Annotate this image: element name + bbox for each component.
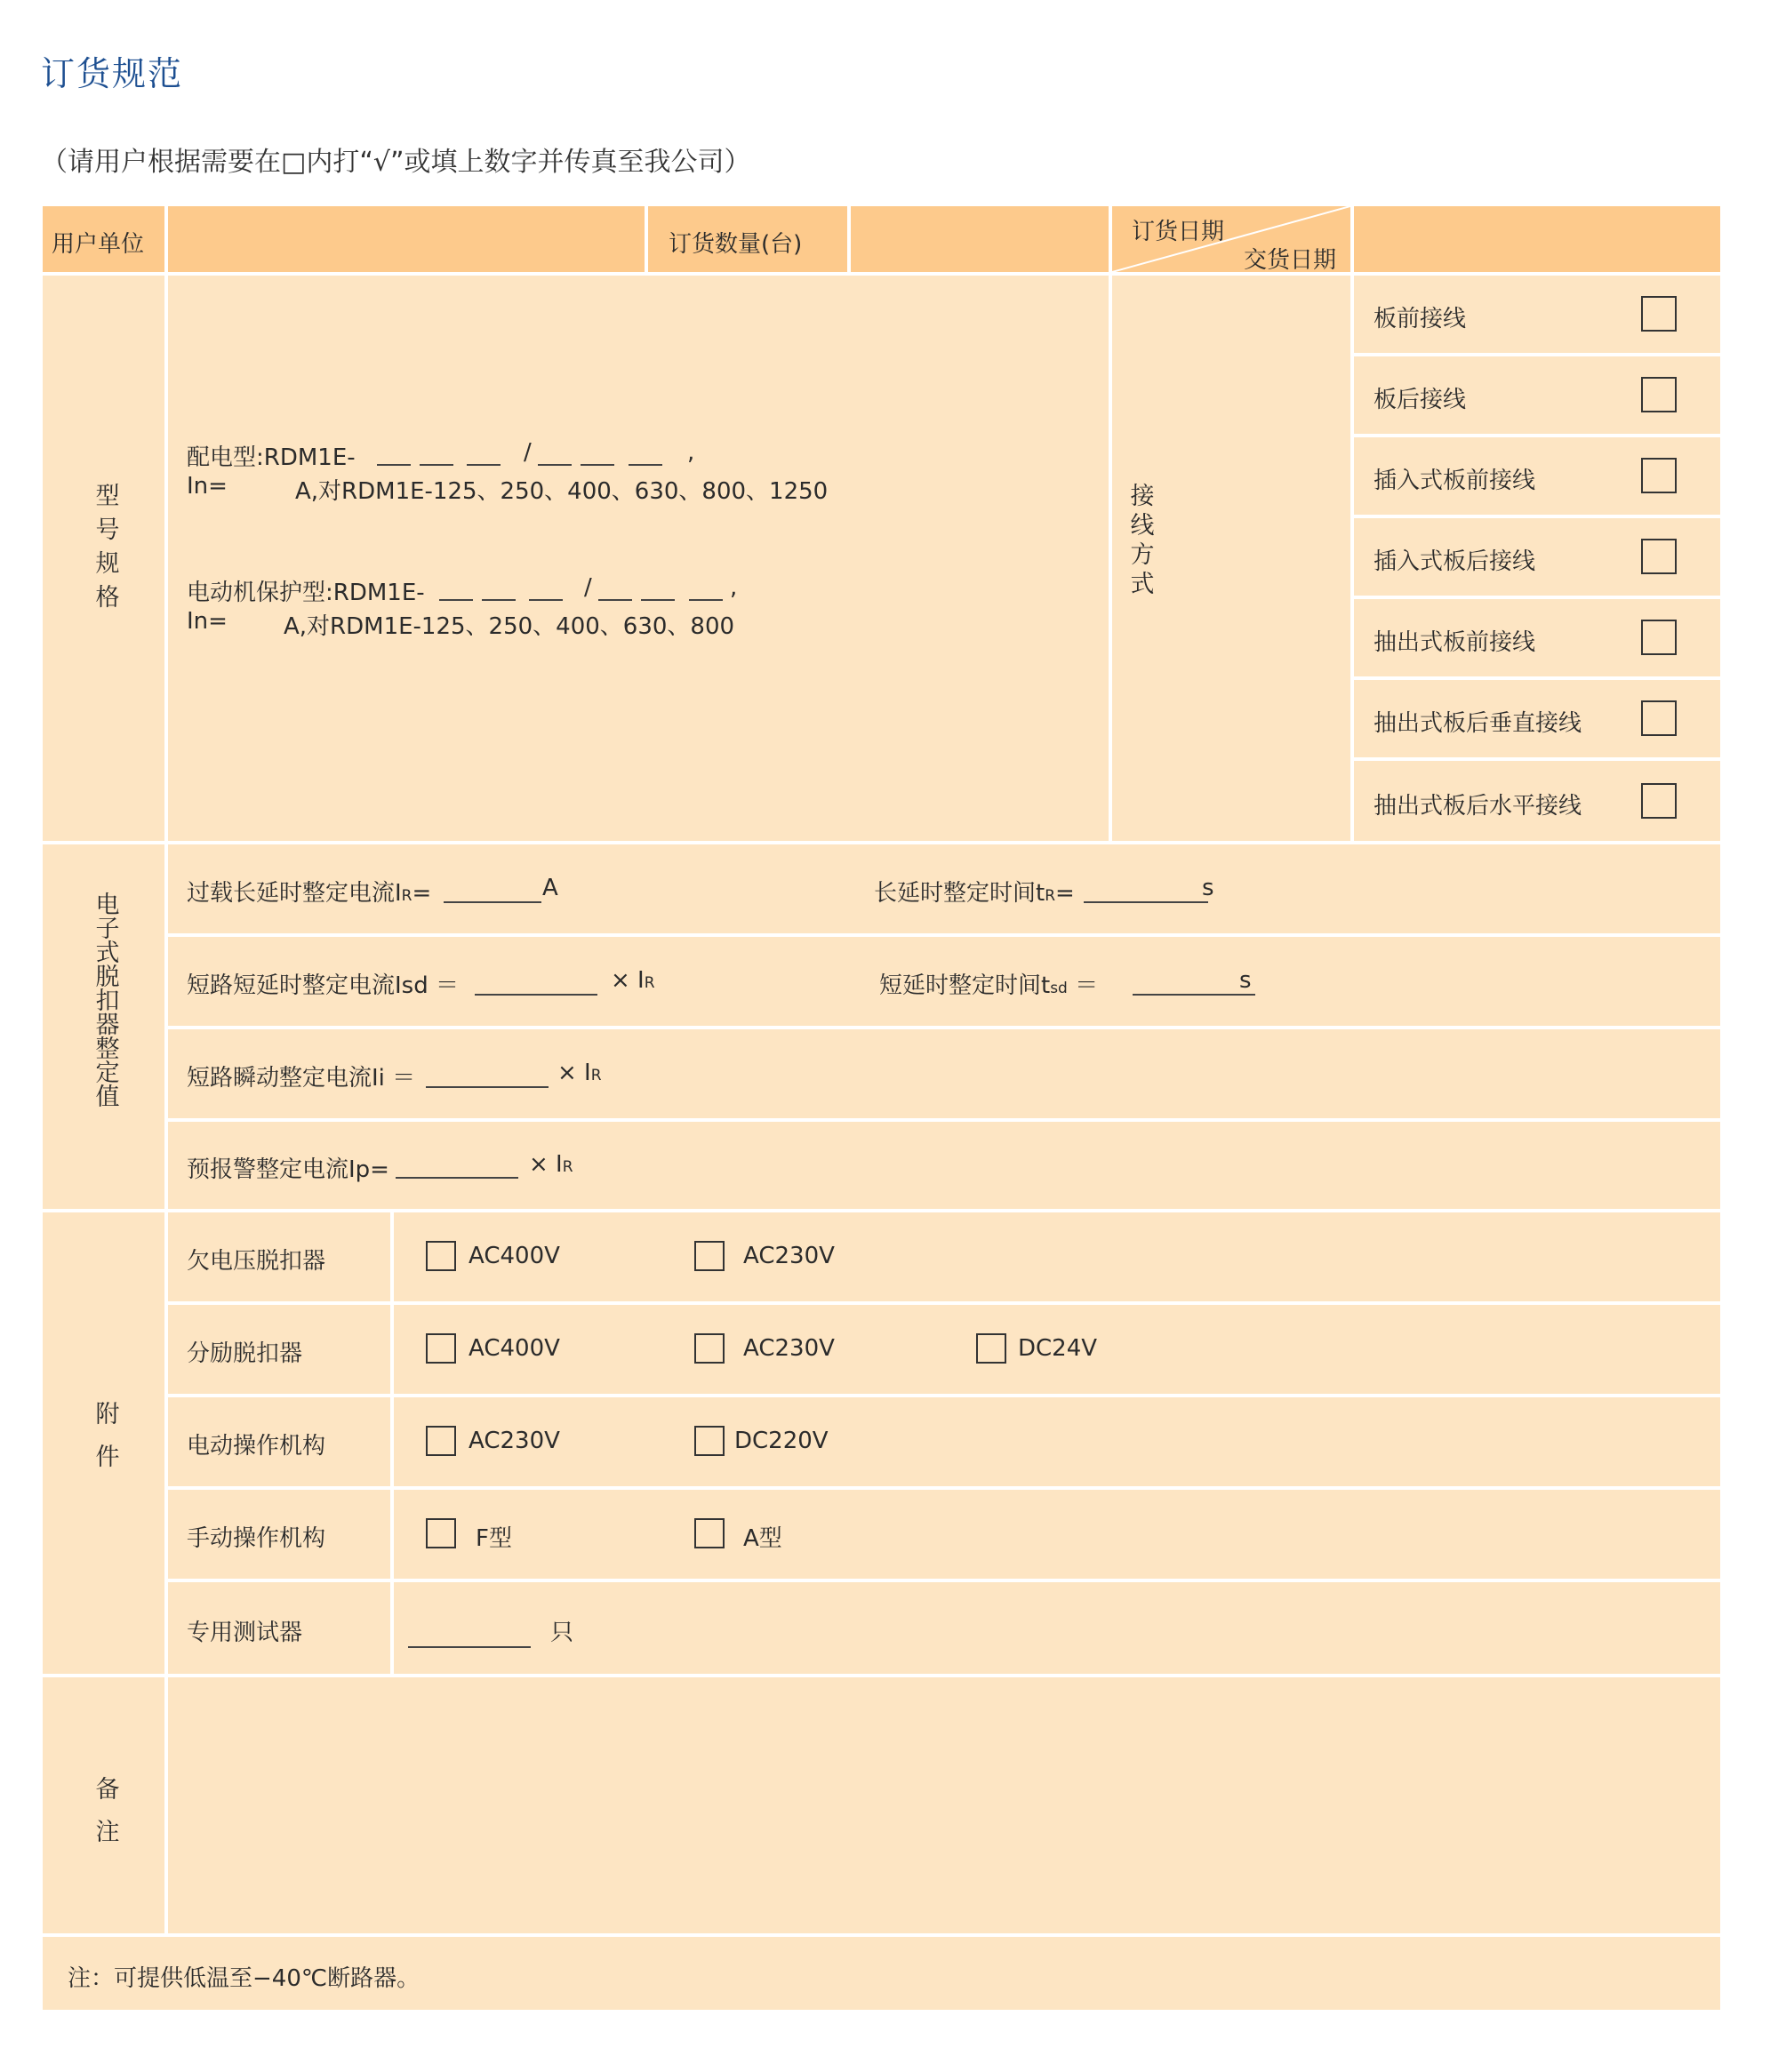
long-delay-current-unit: A bbox=[542, 875, 558, 901]
wiring-option[interactable] bbox=[1354, 518, 1720, 596]
tester-quantity-cell bbox=[394, 1582, 1720, 1674]
instant-current-label: 短路瞬动整定电流Ii ＝ bbox=[187, 1065, 416, 1092]
wiring-option[interactable] bbox=[1354, 437, 1720, 515]
trip-section-label: 电子式脱扣器整定值 bbox=[95, 892, 120, 1111]
short-delay-current-unit: × IR bbox=[611, 967, 655, 994]
dist-in-options: A,对RDM1E-125、250、400、630、800、1250 bbox=[295, 478, 829, 505]
instant-current-unit: × IR bbox=[557, 1060, 602, 1086]
short-delay-current-label: 短路短延时整定电流Isd ＝ bbox=[187, 972, 459, 999]
motor-model-prefix: 电动机保护型:RDM1E- bbox=[187, 580, 425, 606]
trip-row-instant bbox=[168, 1029, 1720, 1118]
long-delay-current-input[interactable] bbox=[444, 901, 541, 903]
trip-section-label-cell bbox=[43, 844, 164, 1209]
delivery-date-label: 交货日期 bbox=[1244, 247, 1337, 274]
wiring-option[interactable] bbox=[1354, 599, 1720, 676]
option-label: AC230V bbox=[469, 1428, 560, 1454]
trip-row-prealarm bbox=[168, 1122, 1720, 1209]
wiring-option-label: 抽出式板后水平接线 bbox=[1374, 793, 1582, 820]
undervoltage-ac230v-checkbox[interactable] bbox=[694, 1241, 725, 1271]
wiring-option-checkbox[interactable] bbox=[1641, 700, 1677, 736]
wiring-option-checkbox[interactable] bbox=[1641, 296, 1677, 332]
motor-operator-label: 电动操作机构 bbox=[187, 1433, 326, 1460]
wiring-option-label: 抽出式板后垂直接线 bbox=[1374, 710, 1582, 737]
date-header-cell bbox=[1112, 206, 1350, 272]
short-delay-time-unit: s bbox=[1239, 967, 1252, 994]
short-delay-time-input[interactable] bbox=[1133, 994, 1255, 996]
option-label: DC24V bbox=[1018, 1335, 1098, 1362]
manual-operator-a-type-checkbox[interactable] bbox=[694, 1518, 725, 1548]
wiring-option-label: 板前接线 bbox=[1374, 306, 1467, 332]
motor-operator-dc220v-checkbox[interactable] bbox=[694, 1426, 725, 1456]
manual-operator-label: 手动操作机构 bbox=[187, 1525, 326, 1552]
remarks-section-label-cell bbox=[43, 1677, 164, 1933]
dist-blank-3[interactable] bbox=[467, 464, 501, 466]
prealarm-current-input[interactable] bbox=[396, 1177, 518, 1179]
motor-blank-3[interactable] bbox=[529, 599, 563, 601]
long-delay-time-label: 长延时整定时间tR= bbox=[874, 880, 1075, 907]
motor-blank-2[interactable] bbox=[482, 599, 516, 601]
shunt-dc24v-checkbox[interactable] bbox=[976, 1333, 1006, 1364]
shunt-release-label: 分励脱扣器 bbox=[187, 1340, 303, 1367]
motor-blank-4[interactable] bbox=[598, 599, 632, 601]
wiring-option-label: 插入式板前接线 bbox=[1374, 468, 1536, 494]
accessory-label-cell bbox=[168, 1305, 390, 1394]
dist-blank-4[interactable] bbox=[538, 464, 572, 466]
instant-current-input[interactable] bbox=[426, 1086, 549, 1088]
dist-blank-2[interactable] bbox=[420, 464, 453, 466]
footnote-cell bbox=[43, 1937, 1720, 2010]
option-label: A型 bbox=[743, 1525, 782, 1552]
trip-row-short-delay bbox=[168, 937, 1720, 1026]
footnote-text: 注：可提供低温至−40℃断路器。 bbox=[68, 1965, 420, 1992]
instruction-text: （请用户根据需要在□内打“√”或填上数字并传真至我公司） bbox=[41, 147, 751, 178]
motor-blank-6[interactable] bbox=[689, 599, 723, 601]
tester-unit: 只 bbox=[550, 1620, 574, 1646]
long-delay-time-unit: s bbox=[1202, 875, 1214, 901]
wiring-option-checkbox[interactable] bbox=[1641, 377, 1677, 412]
motor-slash: / bbox=[584, 574, 592, 601]
shunt-release-options bbox=[394, 1305, 1720, 1394]
option-label: AC400V bbox=[469, 1243, 560, 1269]
short-delay-current-input[interactable] bbox=[475, 994, 597, 996]
wiring-option-label: 板后接线 bbox=[1374, 387, 1467, 413]
motor-operator-options bbox=[394, 1397, 1720, 1486]
page-title: 订货规范 bbox=[41, 54, 184, 93]
short-delay-time-label: 短延时整定时间tsd ＝ bbox=[879, 972, 1099, 999]
wiring-section-label: 接线方式 bbox=[1130, 483, 1155, 598]
wiring-option[interactable] bbox=[1354, 276, 1720, 353]
accessory-label-cell bbox=[168, 1397, 390, 1486]
manual-operator-options bbox=[394, 1490, 1720, 1579]
tester-quantity-input[interactable] bbox=[408, 1646, 531, 1648]
remarks-input[interactable] bbox=[168, 1677, 1720, 1933]
wiring-option-checkbox[interactable] bbox=[1641, 539, 1677, 574]
long-delay-time-input[interactable] bbox=[1084, 901, 1208, 903]
accessories-section-label: 附件 bbox=[95, 1401, 120, 1471]
shunt-ac400v-checkbox[interactable] bbox=[426, 1333, 456, 1364]
dist-slash: / bbox=[524, 439, 532, 466]
motor-comma: , bbox=[730, 574, 738, 601]
accessories-section-label-cell bbox=[43, 1212, 164, 1674]
order-qty-label: 订货数量(台) bbox=[669, 231, 803, 258]
dist-in-label: In= bbox=[187, 473, 228, 500]
long-delay-current-label: 过载长延时整定电流IR= bbox=[187, 880, 432, 907]
undervoltage-release-label: 欠电压脱扣器 bbox=[187, 1248, 326, 1275]
option-label: F型 bbox=[476, 1525, 512, 1552]
model-spec-cell bbox=[168, 276, 1109, 841]
model-section-label: 型号规格 bbox=[95, 483, 120, 612]
motor-operator-ac230v-checkbox[interactable] bbox=[426, 1426, 456, 1456]
order-qty-label-cell bbox=[648, 206, 847, 272]
motor-in-options: A,对RDM1E-125、250、400、630、800 bbox=[284, 613, 735, 640]
order-qty-input[interactable] bbox=[851, 206, 1109, 272]
model-section-label-cell bbox=[43, 276, 164, 841]
undervoltage-ac400v-checkbox[interactable] bbox=[426, 1241, 456, 1271]
accessory-label-cell bbox=[168, 1490, 390, 1579]
prealarm-current-label: 预报警整定电流Ip= bbox=[187, 1156, 389, 1183]
wiring-option[interactable] bbox=[1354, 761, 1720, 841]
user-unit-input[interactable] bbox=[168, 206, 645, 272]
motor-in-label: In= bbox=[187, 608, 228, 635]
wiring-option-label: 插入式板后接线 bbox=[1374, 548, 1536, 575]
dist-blank-6[interactable] bbox=[629, 464, 662, 466]
remarks-section-label: 备注 bbox=[95, 1776, 120, 1846]
dist-model-prefix: 配电型:RDM1E- bbox=[187, 444, 356, 471]
user-unit-label: 用户单位 bbox=[52, 231, 145, 258]
option-label: AC230V bbox=[743, 1243, 835, 1269]
wiring-option[interactable] bbox=[1354, 680, 1720, 757]
wiring-option-label: 抽出式板前接线 bbox=[1374, 629, 1536, 656]
order-date-label: 订货日期 bbox=[1132, 219, 1225, 245]
wiring-option[interactable] bbox=[1354, 356, 1720, 434]
accessory-label-cell bbox=[168, 1582, 390, 1674]
undervoltage-release-options bbox=[394, 1212, 1720, 1301]
dist-comma: , bbox=[687, 439, 695, 466]
tester-label: 专用测试器 bbox=[187, 1620, 303, 1646]
prealarm-current-unit: × IR bbox=[529, 1151, 573, 1178]
dist-blank-5[interactable] bbox=[581, 464, 614, 466]
wiring-section-label-cell bbox=[1112, 276, 1350, 841]
user-unit-label-cell bbox=[43, 206, 164, 272]
option-label: AC400V bbox=[469, 1335, 560, 1362]
motor-blank-1[interactable] bbox=[439, 599, 473, 601]
accessory-label-cell bbox=[168, 1212, 390, 1301]
wiring-option-checkbox[interactable] bbox=[1641, 783, 1677, 819]
dist-blank-1[interactable] bbox=[377, 464, 411, 466]
trip-row-long-delay bbox=[168, 844, 1720, 933]
manual-operator-f-type-checkbox[interactable] bbox=[426, 1518, 456, 1548]
shunt-ac230v-checkbox[interactable] bbox=[694, 1333, 725, 1364]
option-label: AC230V bbox=[743, 1335, 835, 1362]
wiring-option-checkbox[interactable] bbox=[1641, 458, 1677, 493]
wiring-option-checkbox[interactable] bbox=[1641, 620, 1677, 655]
motor-blank-5[interactable] bbox=[641, 599, 675, 601]
date-input[interactable] bbox=[1354, 206, 1720, 272]
option-label: DC220V bbox=[734, 1428, 829, 1454]
